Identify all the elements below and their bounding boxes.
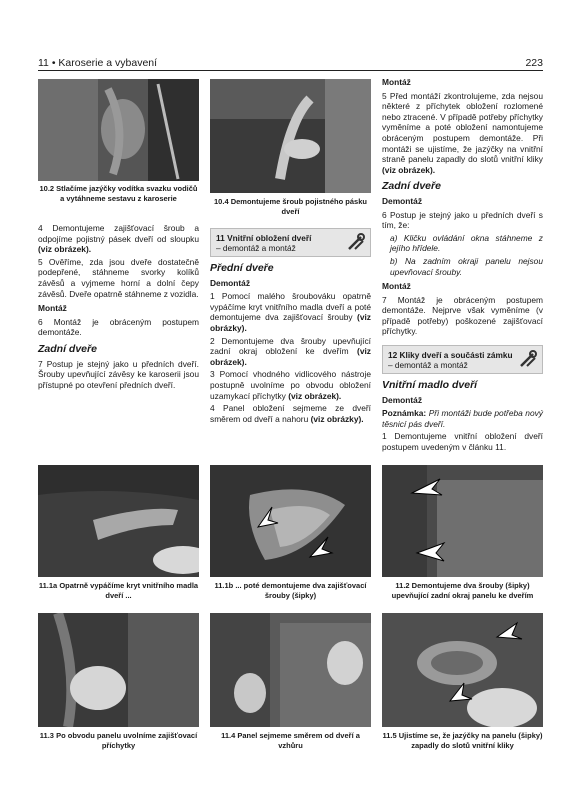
para-3-5: 5 Před montáží zkontrolujeme, zda nejsou některé z příchytek obložení rozlomené nebo ztracené. V případě potřeby příchytky vyměníme a poté obložení namontujeme obráceným postupem demontáže. Při montáži se ujistíme, že jazýčky na vnitřní straně panelu zapadly do slotů vnitřní kliky (viz obrázek). [382, 90, 543, 175]
para-1-5: 5 Ověříme, zda jsou dveře dostatečně podepřené, stáhneme svorky kolíků závěsů a vyjmeme horní a dolní čepy závěsů. Dveře opatrně stáhneme z vozidla. [38, 256, 199, 299]
para-3-poznamka: Poznámka: Při montáži bude potřeba nový těsnicí pás dveří. [382, 408, 543, 429]
para-3-6: 6 Postup je stejný jako u předních dveří s tím, že: [382, 209, 543, 231]
section-box-12 [382, 345, 543, 374]
heading-demontaz-3: Demontáž [382, 195, 423, 206]
column-1 [38, 223, 199, 392]
box-subtitle-11: – demontáž a montáž [216, 243, 296, 253]
heading-montaz: Montáž [38, 303, 67, 314]
heading-predni-dvere: Přední dveře [210, 262, 274, 274]
para-3-7: 7 Montáž je obráceným postupem demontáže. Nejprve však vyměníme (v případě potřeby) poškozené zajišťovací příchytky. [382, 294, 543, 337]
column-3 [382, 77, 543, 455]
photo-11-5 [382, 613, 543, 727]
heading-zadni-dvere: Zadní dveře [38, 342, 97, 355]
photo-11-2 [382, 465, 543, 577]
para-2-4: 4 Panel obložení sejmeme ze dveří směrem od dveří a nahoru (viz obrázky). [210, 403, 371, 424]
para-2-3: 3 Pomocí vhodného vidlicového nástroje postupně uvolníme po obvodu obložení uzamykací příchytky (viz obrázek). [210, 369, 371, 401]
para-1-4: 4 Demontujeme zajišťovací šroub a odpojíme pojistný pásek dveří od sloupku (viz obrázek). [38, 223, 199, 255]
box-title-12: 12 Kliky dveří a součásti zámku [388, 350, 513, 361]
heading-demontaz-3b: Demontáž [382, 394, 423, 405]
photo-10-4 [210, 79, 371, 193]
para-2-2: 2 Demontujeme dva šrouby upevňující zadní okraj obložení ke dveřím (viz obrázek). [210, 335, 371, 367]
heading-montaz-3b: Montáž [382, 281, 411, 292]
caption-11-3: 11.3 Po obvodu panelu uvolníme zajišťovací příchytky [39, 731, 198, 750]
heading-demontaz: Demontáž [210, 277, 251, 288]
page-number: 223 [525, 57, 543, 69]
caption-11-2: 11.2 Demontujeme dva šrouby (šipky) upevňující zadní okraj panelu ke dveřím [391, 581, 534, 600]
section-header: 11 • Karoserie a vybavení [38, 57, 158, 69]
photo-11-1a [38, 465, 199, 577]
caption-11-1b: 11.1b ... poté demontujeme dva zajišťovací šrouby (šipky) [214, 581, 367, 600]
para-3-6a: a) Kličku ovládání okna stáhneme z jejího hřídele. [390, 232, 543, 254]
caption-10-4: 10.4 Demontujeme šroub pojistného pásku dveří [214, 197, 367, 216]
para-1-7: 7 Postup je stejný jako u předních dveří. Šrouby upevňující závěsy ke karoserii jsou přístupné po otevření předních dveří. [38, 358, 199, 390]
heading-montaz-3: Montáž [382, 77, 411, 87]
header-rule [38, 70, 543, 71]
para-3-6b: b) Na zadním okraji panelu nejsou upevňovací šrouby. [390, 255, 543, 277]
photo-11-3 [38, 613, 199, 727]
photo-10-2 [38, 79, 199, 181]
box-title-11: 11 Vnitřní obložení dveří [216, 233, 312, 243]
photo-11-4 [210, 613, 371, 727]
wrench-icon [518, 349, 538, 369]
caption-11-1a: 11.1a Opatrně vypáčíme kryt vnitřního madla dveří ... [38, 581, 199, 600]
wrench-icon [346, 232, 366, 252]
para-3-1: 1 Demontujeme vnitřní obložení dveří postupem uvedeným v článku 11. [382, 431, 543, 453]
caption-11-5: 11.5 Ujistíme se, že jazýčky na panelu (šipky) zapadly do slotů vnitřní kliky [382, 731, 543, 750]
para-2-1: 1 Pomocí malého šroubováku opatrně vypáčíme kryt vnitřního madla dveří a poté demontujeme dva zajišťovací šrouby (viz obrázky). [210, 291, 371, 333]
photo-11-1b [210, 465, 371, 577]
para-1-6: 6 Montáž je obráceným postupem demontáže. [38, 316, 199, 338]
heading-vnitrni-madlo: Vnitřní madlo dveří [382, 379, 478, 392]
column-2 [210, 224, 371, 426]
caption-10-2: 10.2 Stlačíme jazýčky vodítka svazku vodičů a vytáhneme sestavu z karoserie [39, 184, 198, 203]
section-box-11 [210, 228, 371, 257]
heading-zadni-dvere-3: Zadní dveře [382, 180, 441, 193]
caption-11-4: 11.4 Panel sejmeme směrem od dveří a vzhůru [221, 731, 360, 750]
box-subtitle-12: – demontáž a montáž [388, 360, 468, 371]
